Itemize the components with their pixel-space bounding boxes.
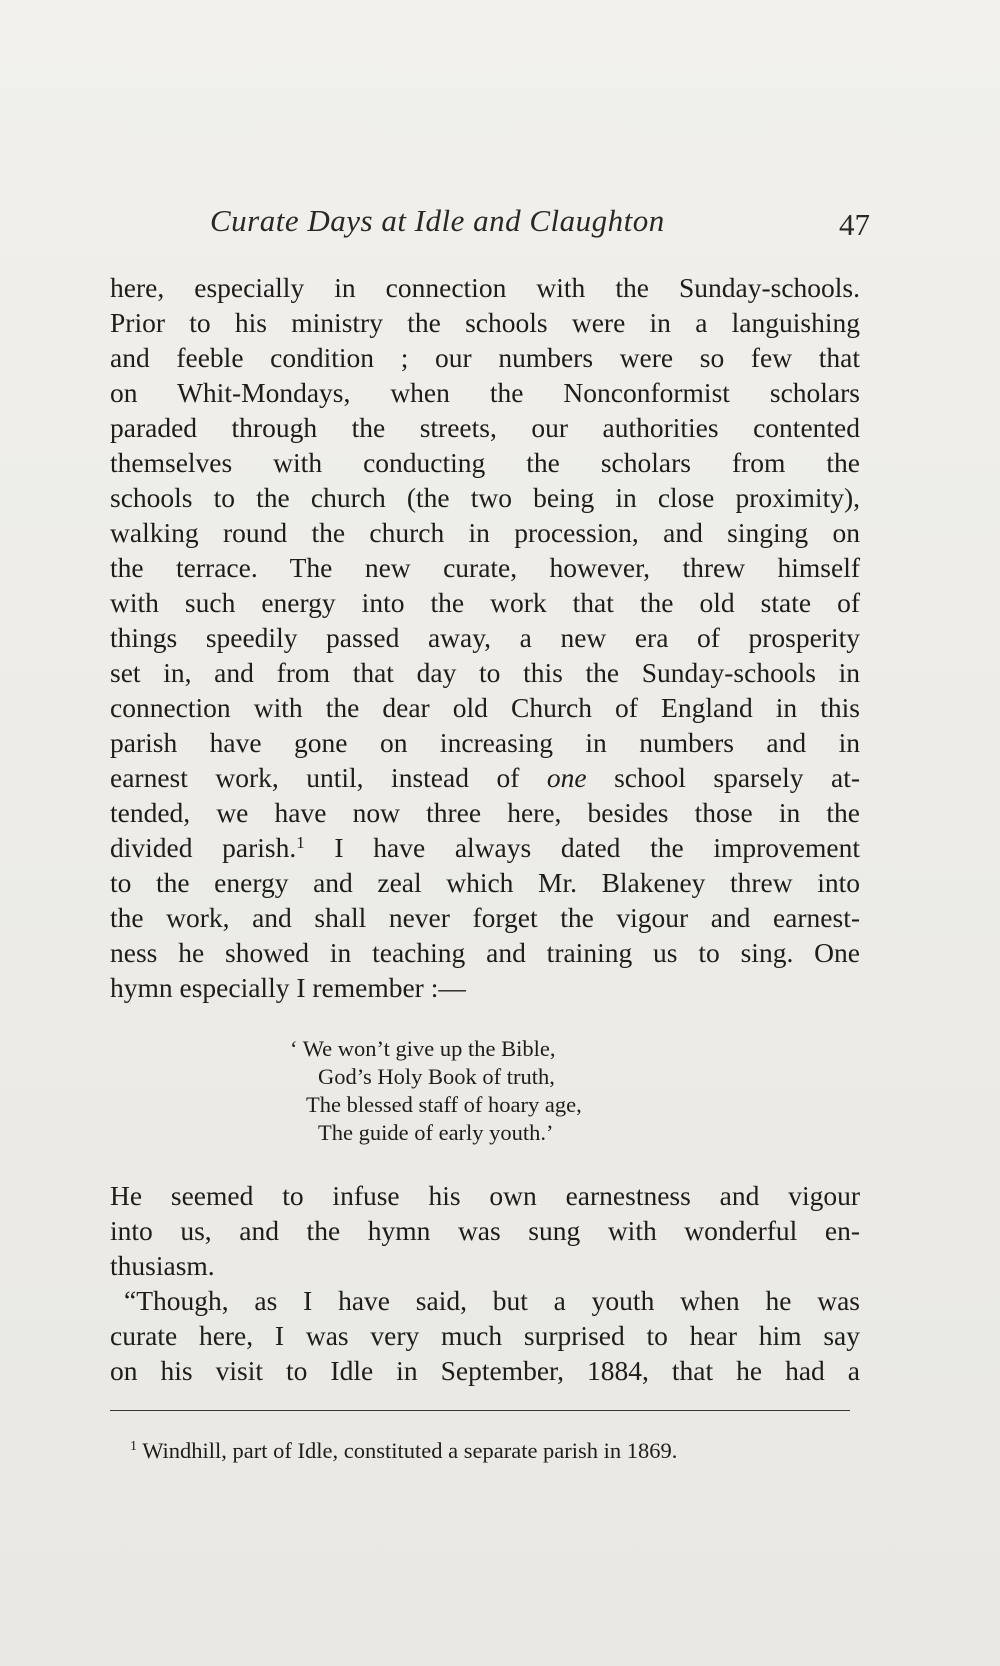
text-line: “Though, as I have said, but a youth when he was [124, 1285, 860, 1316]
text-run: school sparsely at- [586, 762, 860, 793]
text-line: thusiasm. [110, 1250, 215, 1281]
footnote-reference: 1 [296, 833, 305, 852]
text-line: here, especially in connection with the Sunday-schools. [110, 272, 860, 303]
text-line: tended, we have now three here, besides those in the [110, 797, 860, 828]
text-line: with such energy into the work that the old state of [110, 587, 860, 618]
italic-word: one [546, 762, 587, 793]
page-header [210, 203, 870, 263]
verse-line: The guide of early youth.’ [318, 1120, 554, 1145]
text-line: He seemed to infuse his own earnestness and vigour [110, 1180, 860, 1211]
body-text [110, 270, 860, 1005]
text-run: I have always dated the improvement [304, 832, 860, 863]
text-line [110, 830, 860, 865]
text-line: curate here, I was very much surprised to hear him say [110, 1320, 860, 1351]
text-line: connection with the dear old Church of England in this [110, 692, 860, 723]
footnote-divider [110, 1410, 850, 1411]
text-line: parish have gone on increasing in numbers and in [110, 727, 860, 758]
text-line: schools to the church (the two being in close proximity), [110, 482, 860, 513]
text-line: and feeble condition ; our numbers were so few that [110, 342, 860, 373]
verse-line: God’s Holy Book of truth, [318, 1064, 555, 1089]
text-line: Prior to his ministry the schools were in a languishing [110, 307, 860, 338]
footnote [130, 1436, 850, 1466]
text-run: earnest work, until, instead of [110, 762, 547, 793]
text-line: the terrace. The new curate, however, threw himself [110, 552, 860, 583]
text-line: into us, and the hymn was sung with wonderful en- [110, 1215, 860, 1246]
text-line: on Whit-Mondays, when the Nonconformist scholars [110, 377, 860, 408]
text-line: things speedily passed away, a new era of prosperity [110, 622, 860, 653]
footnote-marker: 1 [130, 1439, 137, 1454]
text-line: on his visit to Idle in September, 1884, that he had a [110, 1355, 860, 1386]
text-line: paraded through the streets, our authorities contented [110, 412, 860, 443]
text-line: ness he showed in teaching and training us to sing. One [110, 937, 860, 968]
text-line: themselves with conducting the scholars from the [110, 447, 860, 478]
text-line [110, 760, 860, 795]
footnote-text: Windhill, part of Idle, constituted a separate parish in 1869. [137, 1438, 678, 1463]
verse-line: The blessed staff of hoary age, [306, 1092, 582, 1117]
text-line: set in, and from that day to this the Sunday-schools in [110, 657, 860, 688]
text-line: walking round the church in procession, and singing on [110, 517, 860, 548]
verse-line: ‘ We won’t give up the Bible, [290, 1036, 556, 1061]
hymn-verse [290, 1035, 690, 1147]
text-line: to the energy and zeal which Mr. Blakeney threw into [110, 867, 860, 898]
page-number: 47 [839, 207, 870, 242]
body-text-continued [110, 1178, 860, 1388]
running-title: Curate Days at Idle and Claughton [210, 203, 665, 238]
text-run: divided parish. [110, 832, 297, 863]
text-line: the work, and shall never forget the vigour and earnest- [110, 902, 860, 933]
text-line: hymn especially I remember :— [110, 972, 466, 1003]
